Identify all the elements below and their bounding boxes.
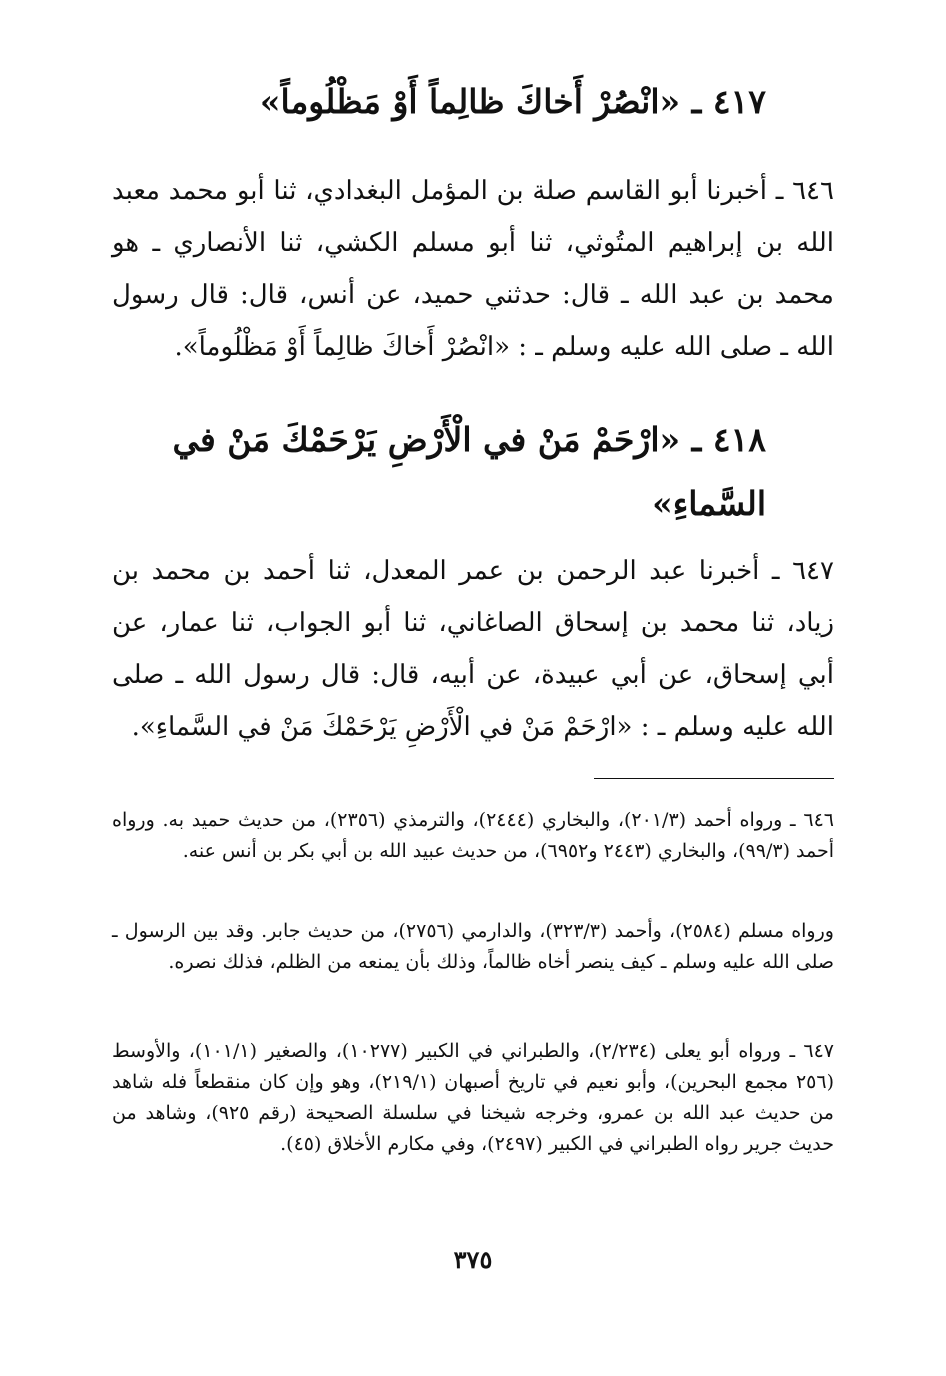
footnote-646: ٦٤٦ ـ ورواه أحمد (٢٠١/٣)، والبخاري (٢٤٤٤)، والترمذي (٢٣٥٦)، من حديث حميد به. ورواه أحمد (٩٩/٣)، والبخاري (٢٤٤٣ و٦٩٥٢)، من حديث عبيد الله بن أبي بكر بن أنس عنه. (112, 809, 834, 862)
hadith-646-text: ٦٤٦ ـ أخبرنا أبو القاسم صلة بن المؤمل البغدادي، ثنا أبو محمد معبد الله بن إبراهيم المتُوثي، ثنا أبو مسلم الكشي، ثنا الأنصاري ـ هو محمد بن عبد الله ـ قال: حدثني حميد، عن أنس، قال: قال رسول الله ـ صلى الله عليه وسلم ـ : «انْصُرْ أَخاكَ ظالِماً أَوْ مَظْلُوماً». (112, 176, 834, 362)
chapter-title-417: ٤١٧ ـ «انْصُرْ أَخاكَ ظالِماً أَوْ مَظْلُوماً» (259, 82, 766, 121)
chapter-title-418: ٤١٨ ـ «ارْحَمْ مَنْ في الْأَرْضِ يَرْحَمْكَ مَنْ في السَّماءِ» (172, 420, 766, 523)
footnote-647: ٦٤٧ ـ ورواه أبو يعلى (٢/٢٣٤)، والطبراني في الكبير (١٠٢٧٧)، والصغير (١٠١/١)، والأوسط (٢٥٦ مجمع البحرين)، وأبو نعيم في تاريخ أصبهان (٢١٩/١)، وهو وإن كان منقطعاً فله شاهد من حديث عبد الله بن عمرو، وخرجه شيخنا في سلسلة الصحيحة (رقم ٩٢٥)، وشاهد من حديث جرير رواه الطبراني في الكبير (٢٤٩٧)، وفي مكارم الأخلاق (٤٥). (112, 1040, 835, 1155)
footnote-divider (594, 778, 834, 779)
hadith-647-text: ٦٤٧ ـ أخبرنا عبد الرحمن بن عمر المعدل، ثنا أحمد بن محمد بن زياد، ثنا محمد بن إسحاق الصاغاني، ثنا أبو الجواب، ثنا عمار، عن أبي إسحاق، عن أبي عبيدة، عن أبيه، قال: قال رسول الله ـ صلى الله عليه وسلم ـ : «ارْحَمْ مَنْ في الْأَرْضِ يَرْحَمْكَ مَنْ في السَّماءِ». (112, 556, 834, 742)
footnote-646-continued: ورواه مسلم (٢٥٨٤)، وأحمد (٣٢٣/٣)، والدارمي (٢٧٥٦)، من حديث جابر. وقد بين الرسول ـ صلى الله عليه وسلم ـ كيف ينصر أخاه ظالماً، وذلك بأن يمنعه من الظلم، فذلك نصره. (112, 920, 834, 973)
page-number: ٣٧٥ (453, 1245, 493, 1274)
